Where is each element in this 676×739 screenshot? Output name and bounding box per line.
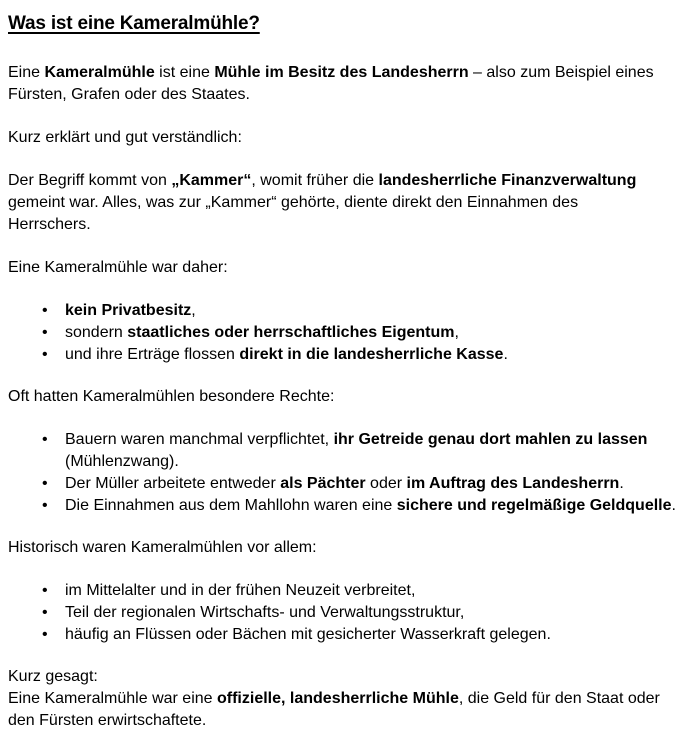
text-run: im Mittelalter und in der frühen Neuzeit verbreitet,: [65, 582, 416, 599]
text-run: , womit früher die: [251, 172, 379, 189]
paragraph: [8, 666, 662, 732]
text-run: Fürsten, Grafen oder des Staates.: [8, 86, 250, 103]
list-item: [8, 495, 676, 517]
text-run: – also zum Beispiel eines: [468, 64, 654, 81]
text-run: ,: [191, 302, 196, 319]
text-run-bold: Mühle im Besitz des Landesherrn: [214, 64, 469, 81]
text-run: Herrschers.: [8, 216, 91, 233]
document-body: [8, 62, 676, 732]
text-run: Oft hatten Kameralmühlen besondere Rechte:: [8, 388, 335, 405]
paragraph: [8, 537, 662, 559]
text-run-bold: sichere und regelmäßige Geldquelle: [396, 497, 672, 514]
list-item: [8, 322, 662, 344]
paragraph: [8, 170, 662, 236]
text-run: Kurz erklärt und gut verständlich:: [8, 129, 242, 146]
text-run: .: [619, 475, 624, 492]
text-run: ist eine: [154, 64, 215, 81]
paragraph: [8, 386, 662, 408]
text-run-bold: als Pächter: [280, 475, 366, 492]
document-title: Was ist eine Kameralmühle?: [8, 13, 260, 34]
text-run-bold: im Auftrag des Landesherrn: [406, 475, 620, 492]
text-run: und ihre Erträge flossen: [65, 346, 240, 363]
text-run: Bauern waren manchmal verpflichtet,: [65, 431, 334, 448]
text-run: oder: [365, 475, 407, 492]
text-run: Eine: [8, 64, 45, 81]
list-item: [8, 429, 662, 473]
text-run: Die Einnahmen aus dem Mahllohn waren eine: [65, 497, 397, 514]
text-run-bold: Kameralmühle: [44, 64, 155, 81]
text-run: Der Müller arbeitete entweder: [65, 475, 281, 492]
text-run: Der Begriff kommt von: [8, 172, 172, 189]
text-run: Eine Kameralmühle war eine: [8, 690, 217, 707]
text-run: Kurz gesagt:: [8, 668, 98, 685]
text-run-bold: kein Privatbesitz: [65, 302, 192, 319]
text-run: , die Geld für den Staat oder: [458, 690, 660, 707]
text-run: Eine Kameralmühle war daher:: [8, 259, 228, 276]
list-item: [8, 624, 662, 646]
text-run-bold: „Kammer“: [171, 172, 252, 189]
bullet-list: [8, 429, 676, 517]
text-run: ,: [454, 324, 459, 341]
text-run: Teil der regionalen Wirtschafts- und Verwaltungsstruktur,: [65, 604, 465, 621]
list-item: [8, 580, 662, 602]
list-item: [8, 300, 662, 322]
text-run-bold: staatliches oder herrschaftliches Eigentum: [127, 324, 455, 341]
text-run: gemeint war. Alles, was zur „Kammer“ gehörte, diente direkt den Einnahmen des: [8, 194, 579, 211]
bullet-list: [8, 580, 662, 646]
text-run-bold: ihr Getreide genau dort mahlen zu lassen: [333, 431, 648, 448]
text-run: sondern: [65, 324, 128, 341]
text-run: .: [503, 346, 508, 363]
list-item: [8, 344, 662, 366]
text-run-bold: direkt in die landesherrliche Kasse: [239, 346, 504, 363]
text-run: häufig an Flüssen oder Bächen mit gesicherter Wasserkraft gelegen.: [65, 626, 551, 643]
text-run: (Mühlenzwang).: [65, 453, 179, 470]
text-run-bold: landesherrliche Finanzverwaltung: [378, 172, 637, 189]
list-item: [8, 473, 662, 495]
list-item: [8, 602, 662, 624]
bullet-list: [8, 300, 662, 366]
paragraph: [8, 62, 662, 106]
text-run: Historisch waren Kameralmühlen vor allem:: [8, 539, 317, 556]
text-run-bold: offizielle, landesherrliche Mühle: [217, 690, 459, 707]
paragraph: [8, 127, 662, 149]
text-run: .: [671, 497, 676, 514]
text-run: den Fürsten erwirtschaftete.: [8, 712, 207, 729]
paragraph: [8, 257, 662, 279]
